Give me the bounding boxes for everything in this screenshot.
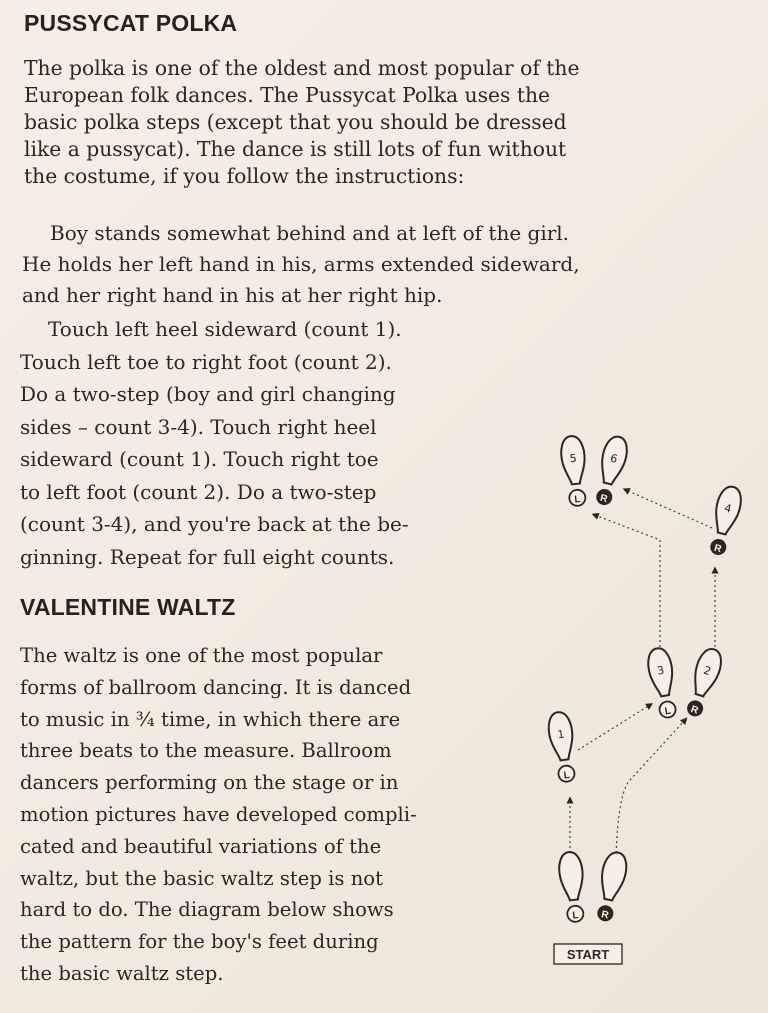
step-number: 3 xyxy=(656,663,666,678)
text-line: three beats to the measure. Ballroom xyxy=(20,739,392,763)
polka-intro-paragraph xyxy=(24,55,580,190)
right-badge-label: R xyxy=(689,703,700,717)
step-number: 5 xyxy=(569,451,578,466)
waltz-footstep-diagram xyxy=(540,420,768,980)
step-1-foot xyxy=(546,711,579,784)
step-4-foot xyxy=(705,484,744,557)
step-2-foot xyxy=(682,646,726,720)
step-number: 1 xyxy=(556,727,566,742)
left-badge-label: L xyxy=(571,910,580,922)
waltz-paragraph xyxy=(20,640,417,990)
text-line: the pattern for the boy's feet during xyxy=(20,930,379,954)
text-line: Touch left toe to right foot (count 2). xyxy=(20,349,392,374)
text-line: forms of ballroom dancing. It is danced xyxy=(20,675,412,699)
start-right-foot xyxy=(592,850,629,923)
text-line: motion pictures have developed compli- xyxy=(20,802,417,826)
text-line: Do a two-step (boy and girl changing xyxy=(20,382,396,406)
text-line: (count 3-4), and you're back at the be- xyxy=(20,512,409,536)
left-badge-label: L xyxy=(573,494,582,506)
start-left-foot xyxy=(557,851,587,923)
path-line xyxy=(626,490,712,528)
polka-position-paragraph xyxy=(22,218,580,311)
pussycat-polka-heading: PUSSYCAT POLKA xyxy=(24,10,238,36)
path-line xyxy=(595,515,660,652)
step-5-foot xyxy=(559,435,589,507)
text-line: Touch left heel sideward (count 1). xyxy=(48,317,402,341)
valentine-waltz-heading: VALENTINE WALTZ xyxy=(20,594,236,620)
text-line: European folk dances. The Pussycat Polka uses the xyxy=(24,83,551,107)
path-line xyxy=(578,705,650,750)
text-line: cated and beautiful variations of the xyxy=(20,834,382,858)
text-line: dancers performing on the stage or in xyxy=(20,771,399,795)
text-line: and her right hand in his at her right hip. xyxy=(22,283,443,307)
text-line: to left foot (count 2). Do a two-step xyxy=(20,479,377,504)
text-line: the basic waltz step. xyxy=(20,961,224,985)
step-3-foot xyxy=(645,646,680,719)
text-line: the costume, if you follow the instructions: xyxy=(24,164,465,188)
text-line: waltz, but the basic waltz step is not xyxy=(20,866,383,890)
left-badge-label: L xyxy=(663,705,672,718)
path-lines xyxy=(570,490,715,868)
text-line: The polka is one of the oldest and most popular of the xyxy=(24,56,580,80)
text-line: The waltz is one of the most popular xyxy=(20,644,383,667)
left-badge-label: L xyxy=(562,769,571,782)
path-line xyxy=(616,720,685,868)
right-badge-label: R xyxy=(712,542,723,556)
text-line: Boy stands somewhat behind and at left of the girl. xyxy=(50,221,570,245)
right-badge-label: R xyxy=(600,909,610,922)
right-badge-label: R xyxy=(598,492,609,506)
text-line: ginning. Repeat for full eight counts. xyxy=(20,544,395,569)
text-line: hard to do. The diagram below shows xyxy=(20,898,394,922)
polka-steps-paragraph xyxy=(20,313,409,573)
text-line: basic polka steps (except that you should be dressed xyxy=(24,110,567,134)
step-number: 6 xyxy=(608,451,619,466)
step-number: 4 xyxy=(722,501,733,516)
start-label: START xyxy=(566,947,610,962)
step-6-foot xyxy=(591,434,630,507)
step-number: 2 xyxy=(701,663,713,679)
text-line: to music in ¾ time, in which there are xyxy=(20,707,401,731)
text-line: like a pussycat). The dance is still lots of fun without xyxy=(24,137,567,161)
text-line: He holds her left hand in his, arms extended sideward, xyxy=(22,252,580,276)
text-line: sides – count 3-4). Touch right heel xyxy=(20,414,377,439)
text-line: sideward (count 1). Touch right toe xyxy=(20,447,379,471)
